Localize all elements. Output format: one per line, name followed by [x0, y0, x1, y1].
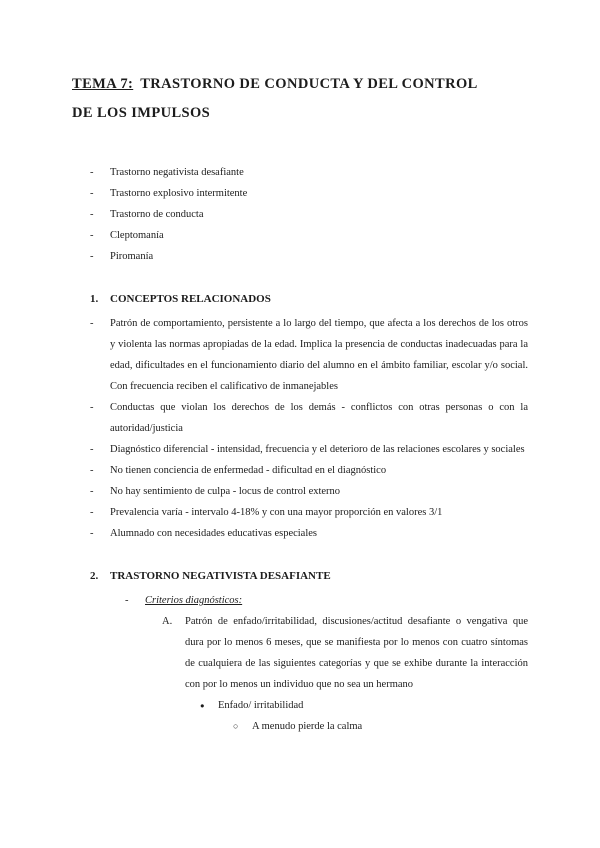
item-a-marker: A.: [162, 616, 173, 627]
dash-marker: -: [90, 251, 94, 262]
list-item-text: Trastorno de conducta: [110, 209, 204, 220]
dash-marker: -: [90, 402, 94, 413]
list-item: [72, 313, 528, 397]
list-item-text: Prevalencia varía - intervalo 4-18% y con una mayor proporción en valores 3/1: [110, 507, 443, 518]
list-item: [72, 439, 528, 460]
section-1-heading: [72, 289, 528, 310]
dash-marker: -: [90, 188, 94, 199]
list-item-text: Alumnado con necesidades educativas especiales: [110, 528, 318, 539]
dash-marker: -: [90, 230, 94, 241]
list-item-text: No tienen conciencia de enfermedad - dificultad en el diagnóstico: [110, 465, 387, 476]
sub-sub-bullet-row: [72, 716, 528, 737]
section-heading-text: TRASTORNO NEGATIVISTA DESAFIANTE: [110, 570, 331, 582]
list-item: [72, 481, 528, 502]
criterion-item-a: [72, 611, 528, 695]
list-item: [72, 397, 528, 439]
list-item-text: Trastorno explosivo intermitente: [110, 188, 248, 199]
title-line2: DE LOS IMPULSOS: [72, 105, 211, 121]
sub-sub-bullet-text: A menudo pierde la calma: [252, 721, 363, 732]
title-topic-number: TEMA 7:: [72, 76, 134, 92]
dash-marker: -: [90, 209, 94, 220]
sub-bullet-text: Enfado/ irritabilidad: [218, 700, 304, 711]
list-item-text: Diagnóstico diferencial - intensidad, frecuencia y el deterioro de las relaciones escolares y sociales: [110, 444, 525, 455]
section-number: 1.: [90, 293, 99, 305]
criterion-item-a-text: Patrón de enfado/irritabilidad, discusiones/actitud desafiante o vengativa que dura por lo menos 6 meses, que se manifiesta por lo menos con cuatro síntomas de cualquiera de las siguientes categorías y que se exhibe durante la interacción con por lo menos un individuo que no sea un hermano: [185, 616, 528, 690]
section-1-bullet-list: [72, 313, 528, 544]
criteria-label-row: [72, 590, 528, 611]
criteria-label: Criterios diagnósticos:: [145, 595, 243, 606]
list-item-text: Conductas que violan los derechos de los demás - conflictos con otras personas o con la autoridad/justicia: [110, 402, 528, 434]
dash-marker: -: [90, 507, 94, 518]
dash-marker: -: [90, 444, 94, 455]
list-item: [72, 460, 528, 481]
dash-marker: -: [90, 486, 94, 497]
list-item: [72, 246, 528, 267]
intro-bullet-list: [72, 162, 528, 267]
list-item-text: Cleptomanía: [110, 230, 164, 241]
section-number: 2.: [90, 570, 99, 582]
title-line1: TRASTORNO DE CONDUCTA Y DEL CONTROL: [140, 76, 478, 92]
dash-marker: -: [90, 465, 94, 476]
list-item-text: Trastorno negativista desafiante: [110, 167, 244, 178]
dash-marker: -: [90, 167, 94, 178]
list-item: [72, 204, 528, 225]
sub-bullet-row: [72, 695, 528, 716]
list-item: [72, 225, 528, 246]
dash-marker: -: [90, 528, 94, 539]
circle-bullet-marker: ○: [233, 721, 239, 731]
section-2-heading: [72, 566, 528, 587]
list-item: [72, 162, 528, 183]
disc-bullet-marker: ●: [200, 701, 205, 710]
list-item-text: Patrón de comportamiento, persistente a lo largo del tiempo, que afecta a los derechos de los otros y violenta las normas apropiadas de la edad. Implica la presencia de conductas inadecuadas para la edad, dificultades en el funcionamiento diario del alumno en el ámbito familiar, escolar y/o social. Con frecuencia reciben el calificativo de inmanejables: [110, 318, 528, 392]
page-title: [72, 70, 528, 128]
list-item: [72, 183, 528, 204]
section-heading-text: CONCEPTOS RELACIONADOS: [110, 293, 271, 305]
list-item: [72, 502, 528, 523]
list-item-text: No hay sentimiento de culpa - locus de control externo: [110, 486, 341, 497]
dash-marker: -: [90, 318, 94, 329]
list-item-text: Piromanía: [110, 251, 154, 262]
list-item: [72, 523, 528, 544]
dash-marker: -: [125, 595, 129, 606]
